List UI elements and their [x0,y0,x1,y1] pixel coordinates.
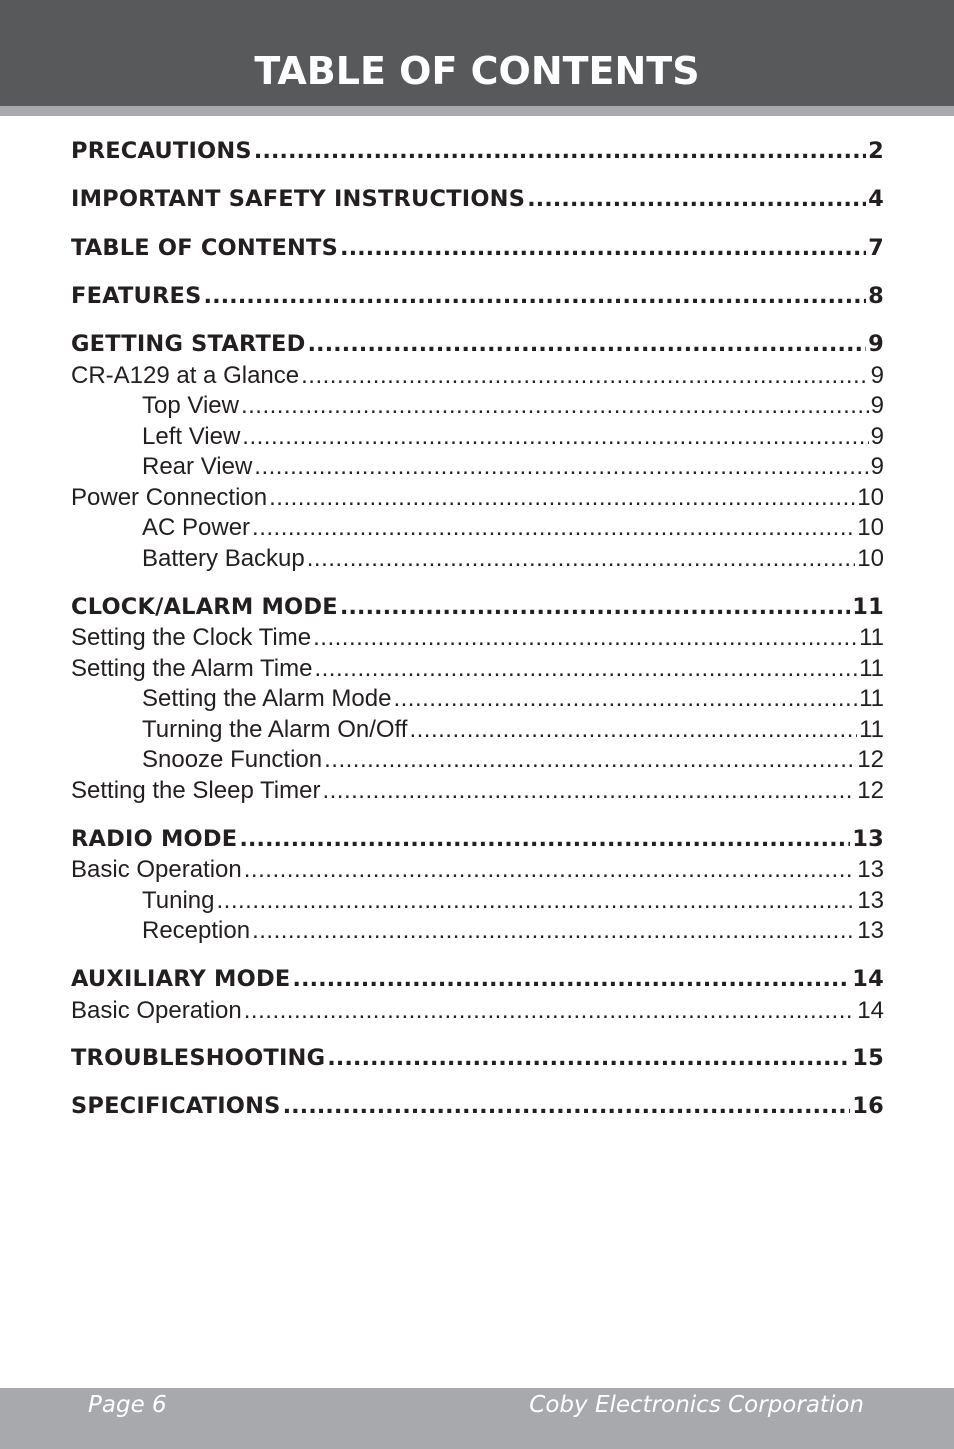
toc-leader-dots [307,329,866,360]
toc-entry [142,452,884,482]
toc-entry-label: Battery Backup [142,545,305,572]
toc-entry [71,824,884,855]
toc-leader-dots [314,654,857,684]
toc-entry-page: 11 [859,624,884,651]
toc-leader-dots [340,592,850,623]
toc-entry [71,654,884,684]
toc-entry [71,136,884,167]
toc-leader-dots [307,544,856,574]
toc-entry-page: 11 [852,594,884,620]
toc-entry-page: 12 [857,777,884,804]
toc-entry-label: Setting the Sleep Timer [71,777,321,804]
toc-entry-label: Snooze Function [142,746,323,773]
toc-entry-page: 10 [857,484,884,511]
toc-entry-label: Rear View [142,453,253,480]
toc-leader-dots [241,391,869,421]
toc-entry-page: 10 [857,514,884,541]
toc-entry-page: 11 [859,655,884,682]
toc-entry-label: Top View [142,392,239,419]
footer-page-number: Page 6 [88,1392,167,1418]
toc-entry-label: Setting the Clock Time [71,624,312,651]
toc-entry [142,916,884,946]
toc-entry [71,776,884,806]
toc-leader-dots [244,996,856,1026]
toc-entry [71,329,884,360]
toc-leader-dots [254,136,866,167]
toc-entry-page: 9 [868,331,884,357]
toc-leader-dots [327,1043,850,1074]
toc-entry-label: TABLE OF CONTENTS [71,235,339,261]
toc-entry-label: Power Connection [71,484,268,511]
toc-entry-page: 10 [857,545,884,572]
toc-leader-dots [239,824,850,855]
toc-entry-page: 15 [852,1045,884,1071]
toc-entry-page: 16 [852,1093,884,1119]
toc-entry-label: Basic Operation [71,997,242,1024]
page-title: TABLE OF CONTENTS [254,49,700,93]
toc-entry [71,1043,884,1074]
toc-entry-page: 14 [852,966,884,992]
toc-leader-dots [292,964,850,995]
toc-entry-page: 8 [868,283,884,309]
toc-leader-dots [252,513,855,543]
toc-entry-label: AC Power [142,514,251,541]
toc-entry [142,422,884,452]
toc-entry-page: 4 [868,186,884,212]
toc-entry-label: PRECAUTIONS [71,138,252,164]
toc-entry-page: 9 [870,362,884,389]
toc-entry [142,513,884,543]
toc-entry-label: RADIO MODE [71,826,238,852]
toc-entry-label: Basic Operation [71,856,242,883]
toc-entry-page: 2 [868,138,884,164]
toc-entry-label: Turning the Alarm On/Off [142,716,408,743]
toc-entry-page: 14 [857,997,884,1024]
toc-entry-page: 9 [870,392,884,419]
footer-company-name: Coby Electronics Corporation [529,1392,864,1418]
toc-entry [71,483,884,513]
toc-entry [71,184,884,215]
toc-entry [142,391,884,421]
toc-entry-label: AUXILIARY MODE [71,966,291,992]
toc-entry [142,886,884,916]
toc-entry [71,1091,884,1122]
toc-entry [142,684,884,714]
toc-entry-page: 13 [857,917,884,944]
toc-leader-dots [322,776,855,806]
toc-entry [71,855,884,885]
toc-entry-page: 11 [859,716,884,743]
toc-entry-page: 7 [868,235,884,261]
toc-leader-dots [324,745,855,775]
toc-entry-label: Setting the Alarm Time [71,655,313,682]
toc-entry-label: Left View [142,423,241,450]
toc-entry-page: 13 [852,826,884,852]
toc-entry [71,233,884,264]
toc-entry-page: 9 [870,423,884,450]
toc-leader-dots [204,281,867,312]
toc-entry-label: GETTING STARTED [71,331,306,357]
toc-entry [142,745,884,775]
toc-entry [71,964,884,995]
toc-entry [71,592,884,623]
toc-leader-dots [217,886,856,916]
toc-entry [71,281,884,312]
toc-leader-dots [409,715,857,745]
toc-entry [71,361,884,391]
toc-leader-dots [252,916,855,946]
toc-leader-dots [242,422,868,452]
toc-leader-dots [269,483,855,513]
toc-entry-label: Reception [142,917,251,944]
toc-entry-label: FEATURES [71,283,202,309]
toc-entry-label: CR-A129 at a Glance [71,362,300,389]
toc-entry-page: 9 [870,453,884,480]
toc-leader-dots [244,855,856,885]
toc-leader-dots [283,1091,851,1122]
toc-leader-dots [340,233,866,264]
toc-entry-label: SPECIFICATIONS [71,1093,281,1119]
toc-entry-label: CLOCK/ALARM MODE [71,594,338,620]
toc-entry [142,544,884,574]
toc-entry [71,623,884,653]
toc-entry [71,996,884,1026]
toc-leader-dots [393,684,857,714]
toc-entry-label: IMPORTANT SAFETY INSTRUCTIONS [71,186,526,212]
header-stripe [0,106,954,116]
toc-entry-page: 12 [857,746,884,773]
toc-entry-page: 13 [857,856,884,883]
toc-leader-dots [254,452,868,482]
toc-entry-label: TROUBLESHOOTING [71,1045,326,1071]
toc-leader-dots [301,361,869,391]
toc-entry-label: Tuning [142,887,215,914]
toc-leader-dots [527,184,866,215]
toc-entry-label: Setting the Alarm Mode [142,685,392,712]
toc-entry-page: 11 [859,685,884,712]
toc-entry-page: 13 [857,887,884,914]
toc-entry [142,715,884,745]
toc-leader-dots [313,623,857,653]
